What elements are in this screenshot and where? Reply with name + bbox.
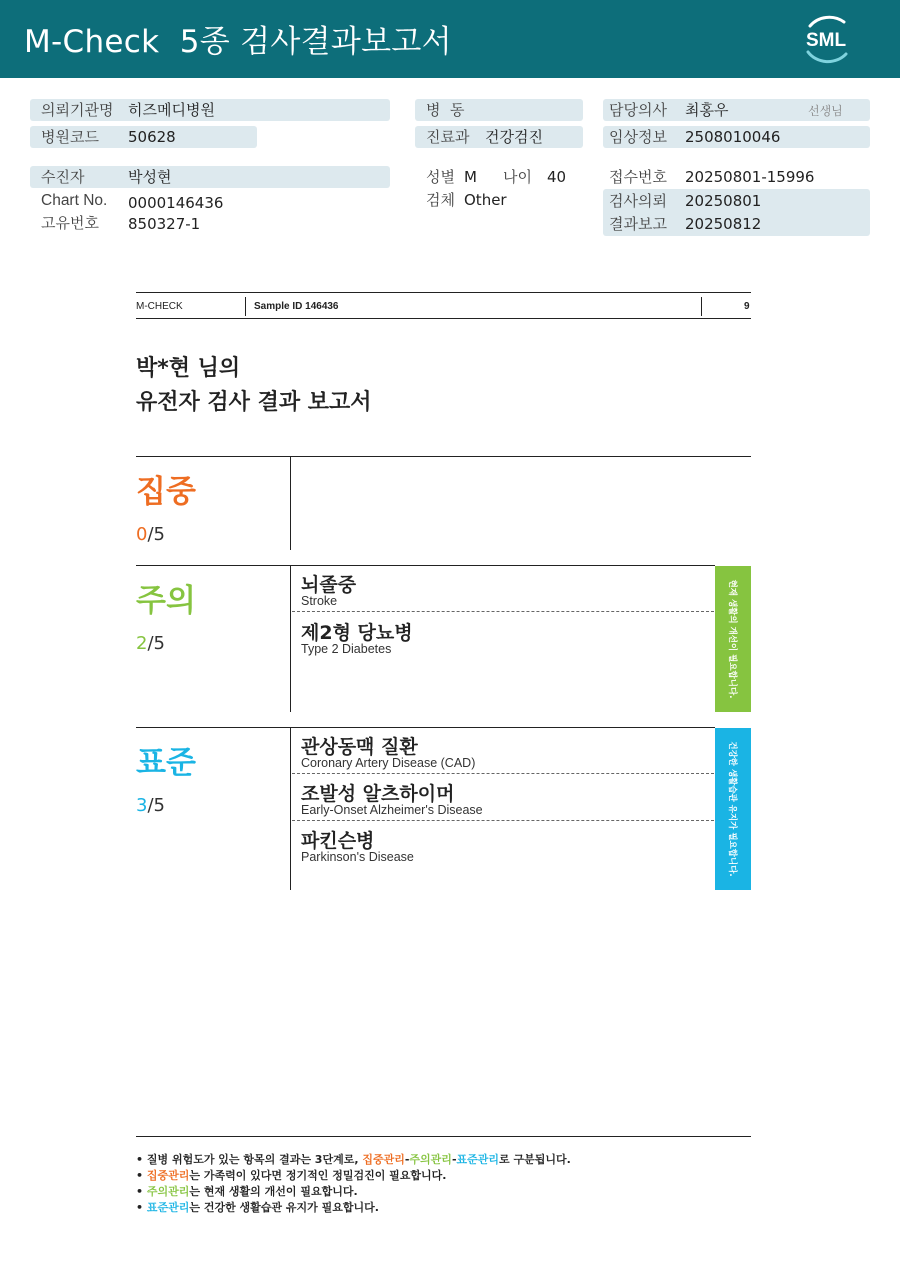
item-separator: [292, 773, 714, 774]
standard-item-subtitle: Early-Onset Alzheimer's Disease: [301, 803, 483, 817]
section-rule: [136, 456, 751, 457]
doctor-label: 담당의사: [609, 101, 667, 119]
patient-label: 수진자: [41, 168, 85, 186]
note-highlight-caution: 주의관리: [146, 1185, 190, 1198]
notes-rule: [136, 1136, 751, 1137]
note-line: • 주의관리는 현재 생활의 개선이 필요합니다.: [136, 1185, 358, 1198]
caution-title: 주의: [136, 583, 196, 619]
focus-title: 집중: [136, 474, 196, 510]
standard-item-title: 파킨슨병: [301, 830, 375, 852]
greeting-line-2: 유전자 검사 결과 보고서: [136, 390, 372, 415]
sex-age-row: [415, 166, 583, 188]
section-divider: [290, 728, 291, 890]
age-value: 40: [547, 168, 567, 186]
note-highlight-focus: 집중관리: [362, 1153, 405, 1166]
standard-tag: [715, 728, 751, 890]
department-row: [415, 126, 583, 148]
caution-tag: [715, 566, 751, 712]
ward-row: [415, 99, 583, 121]
request-date-value: 20250801: [685, 192, 762, 210]
standard-tag-text: 건강한 생활습관 유지가 필요합니다.: [727, 741, 737, 877]
report-code: M-CHECK: [136, 301, 183, 312]
caution-item-title: 뇌졸중: [301, 574, 357, 596]
clinical-info-value: 2508010046: [685, 128, 781, 146]
caution-item-subtitle: Type 2 Diabetes: [301, 642, 392, 656]
dates-block: [603, 189, 870, 236]
focus-count: [136, 524, 165, 545]
caution-tag-text: 현재 생활의 개선이 필요합니다.: [727, 579, 737, 699]
unique-no-label: 고유번호: [41, 214, 99, 232]
note-text: 질병 위험도가 있는 항목의 결과는 3단계로,: [146, 1153, 363, 1166]
note-line: • 표준관리는 건강한 생활습관 유지가 필요합니다.: [136, 1201, 379, 1214]
note-highlight-standard: 표준관리: [146, 1201, 190, 1214]
receipt-no-row: [603, 166, 870, 188]
header-divider: [245, 297, 246, 316]
institution-value: 히즈메디병원: [128, 101, 215, 119]
standard-title: 표준: [136, 745, 196, 781]
doctor-row: [603, 99, 870, 121]
note-text: 는 가족력이 있다면 정기적인 정밀검진이 필요합니다.: [189, 1169, 447, 1182]
standard-count-total: /5: [147, 795, 165, 816]
focus-count-value: 0: [136, 524, 148, 545]
hospital-code-row: [30, 126, 257, 148]
logo-text: SML: [805, 30, 847, 51]
report-header-bar: [0, 0, 900, 78]
caution-item-subtitle: Stroke: [301, 594, 338, 608]
sample-id: Sample ID 146436: [254, 301, 339, 312]
clinical-info-row: [603, 126, 870, 148]
caution-count-total: /5: [147, 633, 165, 654]
standard-item-subtitle: Parkinson's Disease: [301, 850, 414, 864]
institution-row: [30, 99, 390, 121]
hospital-code-value: 50628: [128, 128, 176, 146]
standard-count: [136, 795, 165, 816]
specimen-label: 검체: [426, 191, 455, 209]
department-label: 진료과: [426, 128, 470, 146]
unique-no-row: [30, 212, 390, 234]
section-divider: [290, 566, 291, 712]
report-header-rule: [136, 318, 751, 319]
specimen-value: Other: [464, 191, 507, 209]
section-divider: [290, 457, 291, 550]
chart-no-value: 0000146436: [128, 194, 224, 212]
note-text: 로 구분됩니다.: [499, 1153, 571, 1166]
note-line: • 집중관리는 가족력이 있다면 정기적인 정밀검진이 필요합니다.: [136, 1169, 447, 1182]
receipt-no-label: 접수번호: [609, 168, 667, 186]
caution-item-title: 제2형 당뇨병: [301, 622, 413, 644]
chart-no-label: Chart No.: [41, 192, 108, 209]
report-greeting: [136, 352, 372, 420]
standard-item-subtitle: Coronary Artery Disease (CAD): [301, 756, 476, 770]
note-highlight-standard: 표준관리: [456, 1153, 500, 1166]
hospital-code-label: 병원코드: [41, 128, 99, 146]
report-date-value: 20250812: [685, 215, 762, 233]
age-label: 나이: [503, 168, 532, 186]
standard-item-title: 관상동맥 질환: [301, 736, 418, 758]
doctor-suffix: 선생님: [808, 104, 843, 118]
item-separator: [292, 611, 714, 612]
patient-value: 박성현: [128, 168, 172, 186]
department-value: 건강검진: [485, 128, 543, 146]
doctor-value: 최홍우: [685, 101, 729, 119]
chart-no-row: [30, 190, 390, 212]
note-highlight-caution: 주의관리: [409, 1153, 452, 1166]
request-date-label: 검사의뢰: [609, 192, 667, 210]
caution-count-value: 2: [136, 633, 148, 654]
standard-item-title: 조발성 알츠하이머: [301, 783, 455, 805]
sex-label: 성별: [426, 168, 455, 186]
sex-value: M: [464, 168, 477, 186]
report-top-rule: [136, 292, 751, 293]
report-title: M-Check 5종 검사결과보고서: [24, 24, 452, 60]
section-rule: [136, 565, 715, 566]
greeting-line-1: 박*현 님의: [136, 356, 241, 381]
patient-row: [30, 166, 390, 188]
clinical-info-label: 임상정보: [609, 128, 667, 146]
note-text: 는 현재 생활의 개선이 필요합니다.: [189, 1185, 358, 1198]
section-rule: [136, 727, 715, 728]
caution-count: [136, 633, 165, 654]
header-divider: [701, 297, 702, 316]
focus-count-total: /5: [147, 524, 165, 545]
note-separator: -: [451, 1153, 457, 1166]
institution-label: 의뢰기관명: [41, 101, 114, 119]
note-separator: -: [404, 1153, 410, 1166]
page-number: 9: [744, 301, 750, 312]
note-highlight-focus: 집중관리: [146, 1169, 190, 1182]
note-line: • 질병 위험도가 있는 항목의 결과는 3단계로, 집중관리-주의관리-표준관리로 구분됩니다.: [136, 1153, 571, 1166]
unique-no-value: 850327-1: [128, 215, 201, 233]
item-separator: [292, 820, 714, 821]
ward-label: 병 동: [426, 101, 465, 119]
specimen-row: [415, 189, 583, 211]
report-date-label: 결과보고: [609, 215, 667, 233]
receipt-no-value: 20250801-15996: [685, 168, 815, 186]
legend-notes: [136, 1152, 756, 1216]
note-text: 는 건강한 생활습관 유지가 필요합니다.: [189, 1201, 379, 1214]
standard-count-value: 3: [136, 795, 148, 816]
sml-logo: [796, 12, 856, 64]
